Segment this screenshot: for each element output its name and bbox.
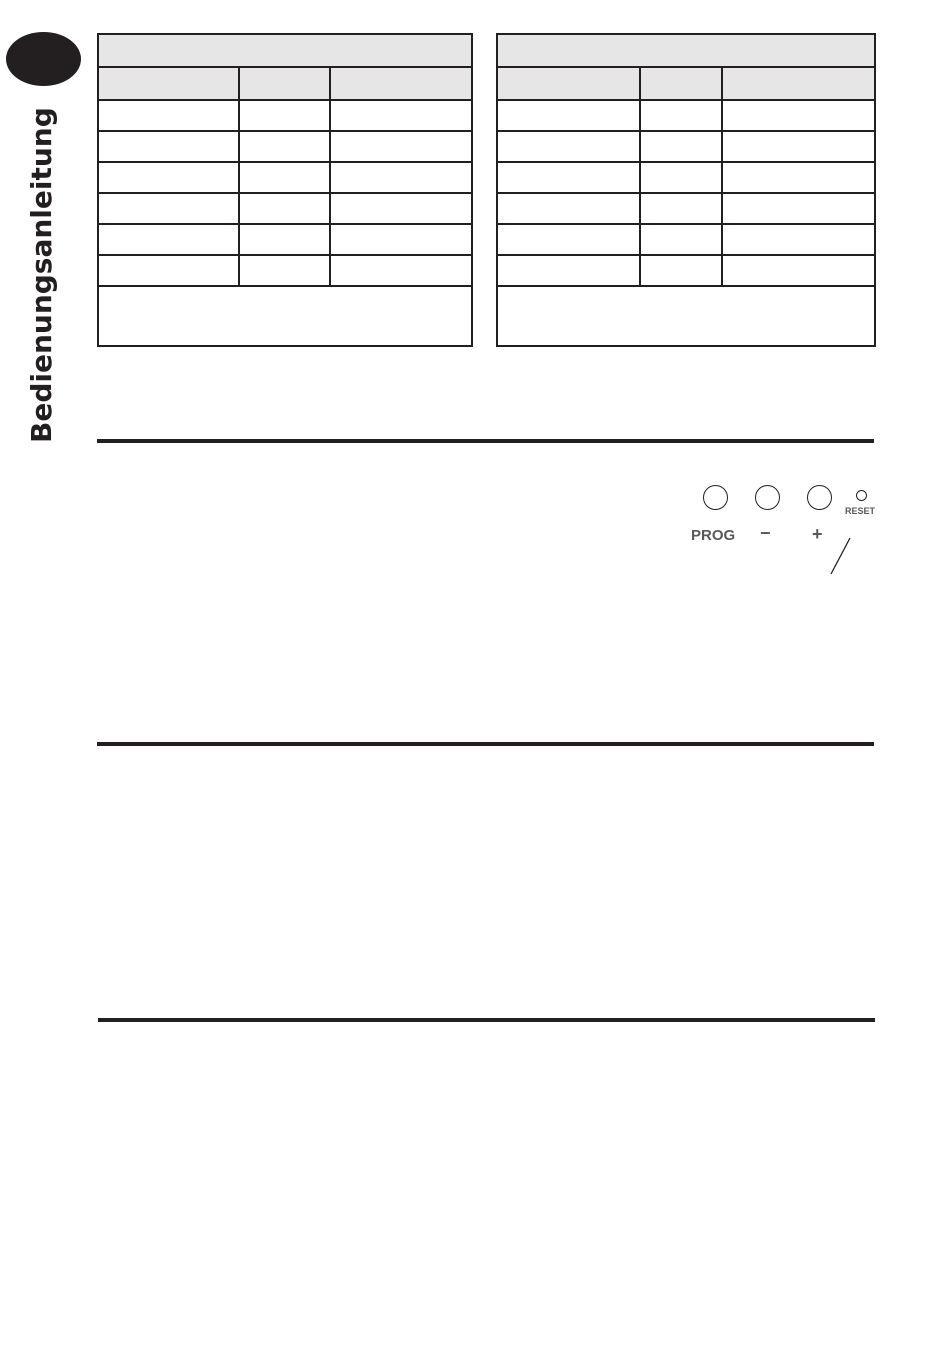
- settings-table-right: [496, 33, 876, 347]
- table-row: [497, 100, 875, 131]
- reset-label: RESET: [845, 506, 876, 516]
- table-cell: [98, 100, 239, 131]
- section-divider: [97, 439, 874, 443]
- pointer-line: [680, 478, 880, 578]
- table-cell: [640, 131, 722, 162]
- section-tab-marker: [6, 32, 81, 86]
- table-note-cell: [98, 286, 472, 346]
- table-title-row: [98, 34, 472, 67]
- section-divider: [97, 742, 874, 746]
- table-cell: [98, 162, 239, 193]
- table-note-row: [497, 286, 875, 346]
- settings-table-left: [97, 33, 473, 347]
- table-cell: [640, 255, 722, 286]
- table-cell: [640, 162, 722, 193]
- table-cell: [330, 131, 472, 162]
- table-cell: [497, 100, 640, 131]
- table-cell: [722, 193, 875, 224]
- table-cell: [98, 131, 239, 162]
- table-note-cell: [497, 286, 875, 346]
- table-row: [98, 131, 472, 162]
- table-header-cell: [330, 67, 472, 100]
- table-cell: [722, 131, 875, 162]
- table-title-row: [497, 34, 875, 67]
- table-cell: [239, 255, 330, 286]
- table-row: [98, 100, 472, 131]
- table-row: [98, 162, 472, 193]
- table-cell: [330, 224, 472, 255]
- table-cell: [722, 224, 875, 255]
- table-cell: [497, 224, 640, 255]
- table-cell: [497, 193, 640, 224]
- table-cell: [239, 162, 330, 193]
- table-header-cell: [497, 67, 640, 100]
- table-cell: [239, 224, 330, 255]
- table-cell: [98, 224, 239, 255]
- table-cell: [722, 255, 875, 286]
- table-cell: [640, 100, 722, 131]
- table-header-cell: [722, 67, 875, 100]
- table-row: [98, 255, 472, 286]
- minus-label: −: [760, 523, 771, 543]
- table-row: [497, 193, 875, 224]
- table-note-row: [98, 286, 472, 346]
- table-cell: [640, 193, 722, 224]
- table-header-cell: [640, 67, 722, 100]
- table-header-row: [497, 67, 875, 100]
- table-row: [98, 224, 472, 255]
- table-row: [497, 162, 875, 193]
- table-cell: [497, 162, 640, 193]
- table-cell: [330, 255, 472, 286]
- table-cell: [330, 162, 472, 193]
- table-row: [497, 131, 875, 162]
- table-row: [98, 193, 472, 224]
- table-cell: [239, 131, 330, 162]
- table-cell: [330, 100, 472, 131]
- side-title: Bedienungsanleitung: [25, 107, 58, 443]
- plus-label: +: [812, 524, 823, 544]
- table-cell: [640, 224, 722, 255]
- table-header-cell: [98, 67, 239, 100]
- section-divider: [98, 1018, 875, 1022]
- table-title-cell: [497, 34, 875, 67]
- table-cell: [98, 255, 239, 286]
- table-cell: [497, 131, 640, 162]
- table-row: [497, 255, 875, 286]
- control-panel-illustration: [680, 478, 880, 578]
- table-cell: [239, 193, 330, 224]
- table-cell: [239, 100, 330, 131]
- table-header-cell: [239, 67, 330, 100]
- table-header-row: [98, 67, 472, 100]
- table-cell: [330, 193, 472, 224]
- table-cell: [722, 162, 875, 193]
- table-cell: [497, 255, 640, 286]
- table-title-cell: [98, 34, 472, 67]
- table-cell: [722, 100, 875, 131]
- prog-label: PROG: [691, 527, 736, 544]
- table-row: [497, 224, 875, 255]
- table-cell: [98, 193, 239, 224]
